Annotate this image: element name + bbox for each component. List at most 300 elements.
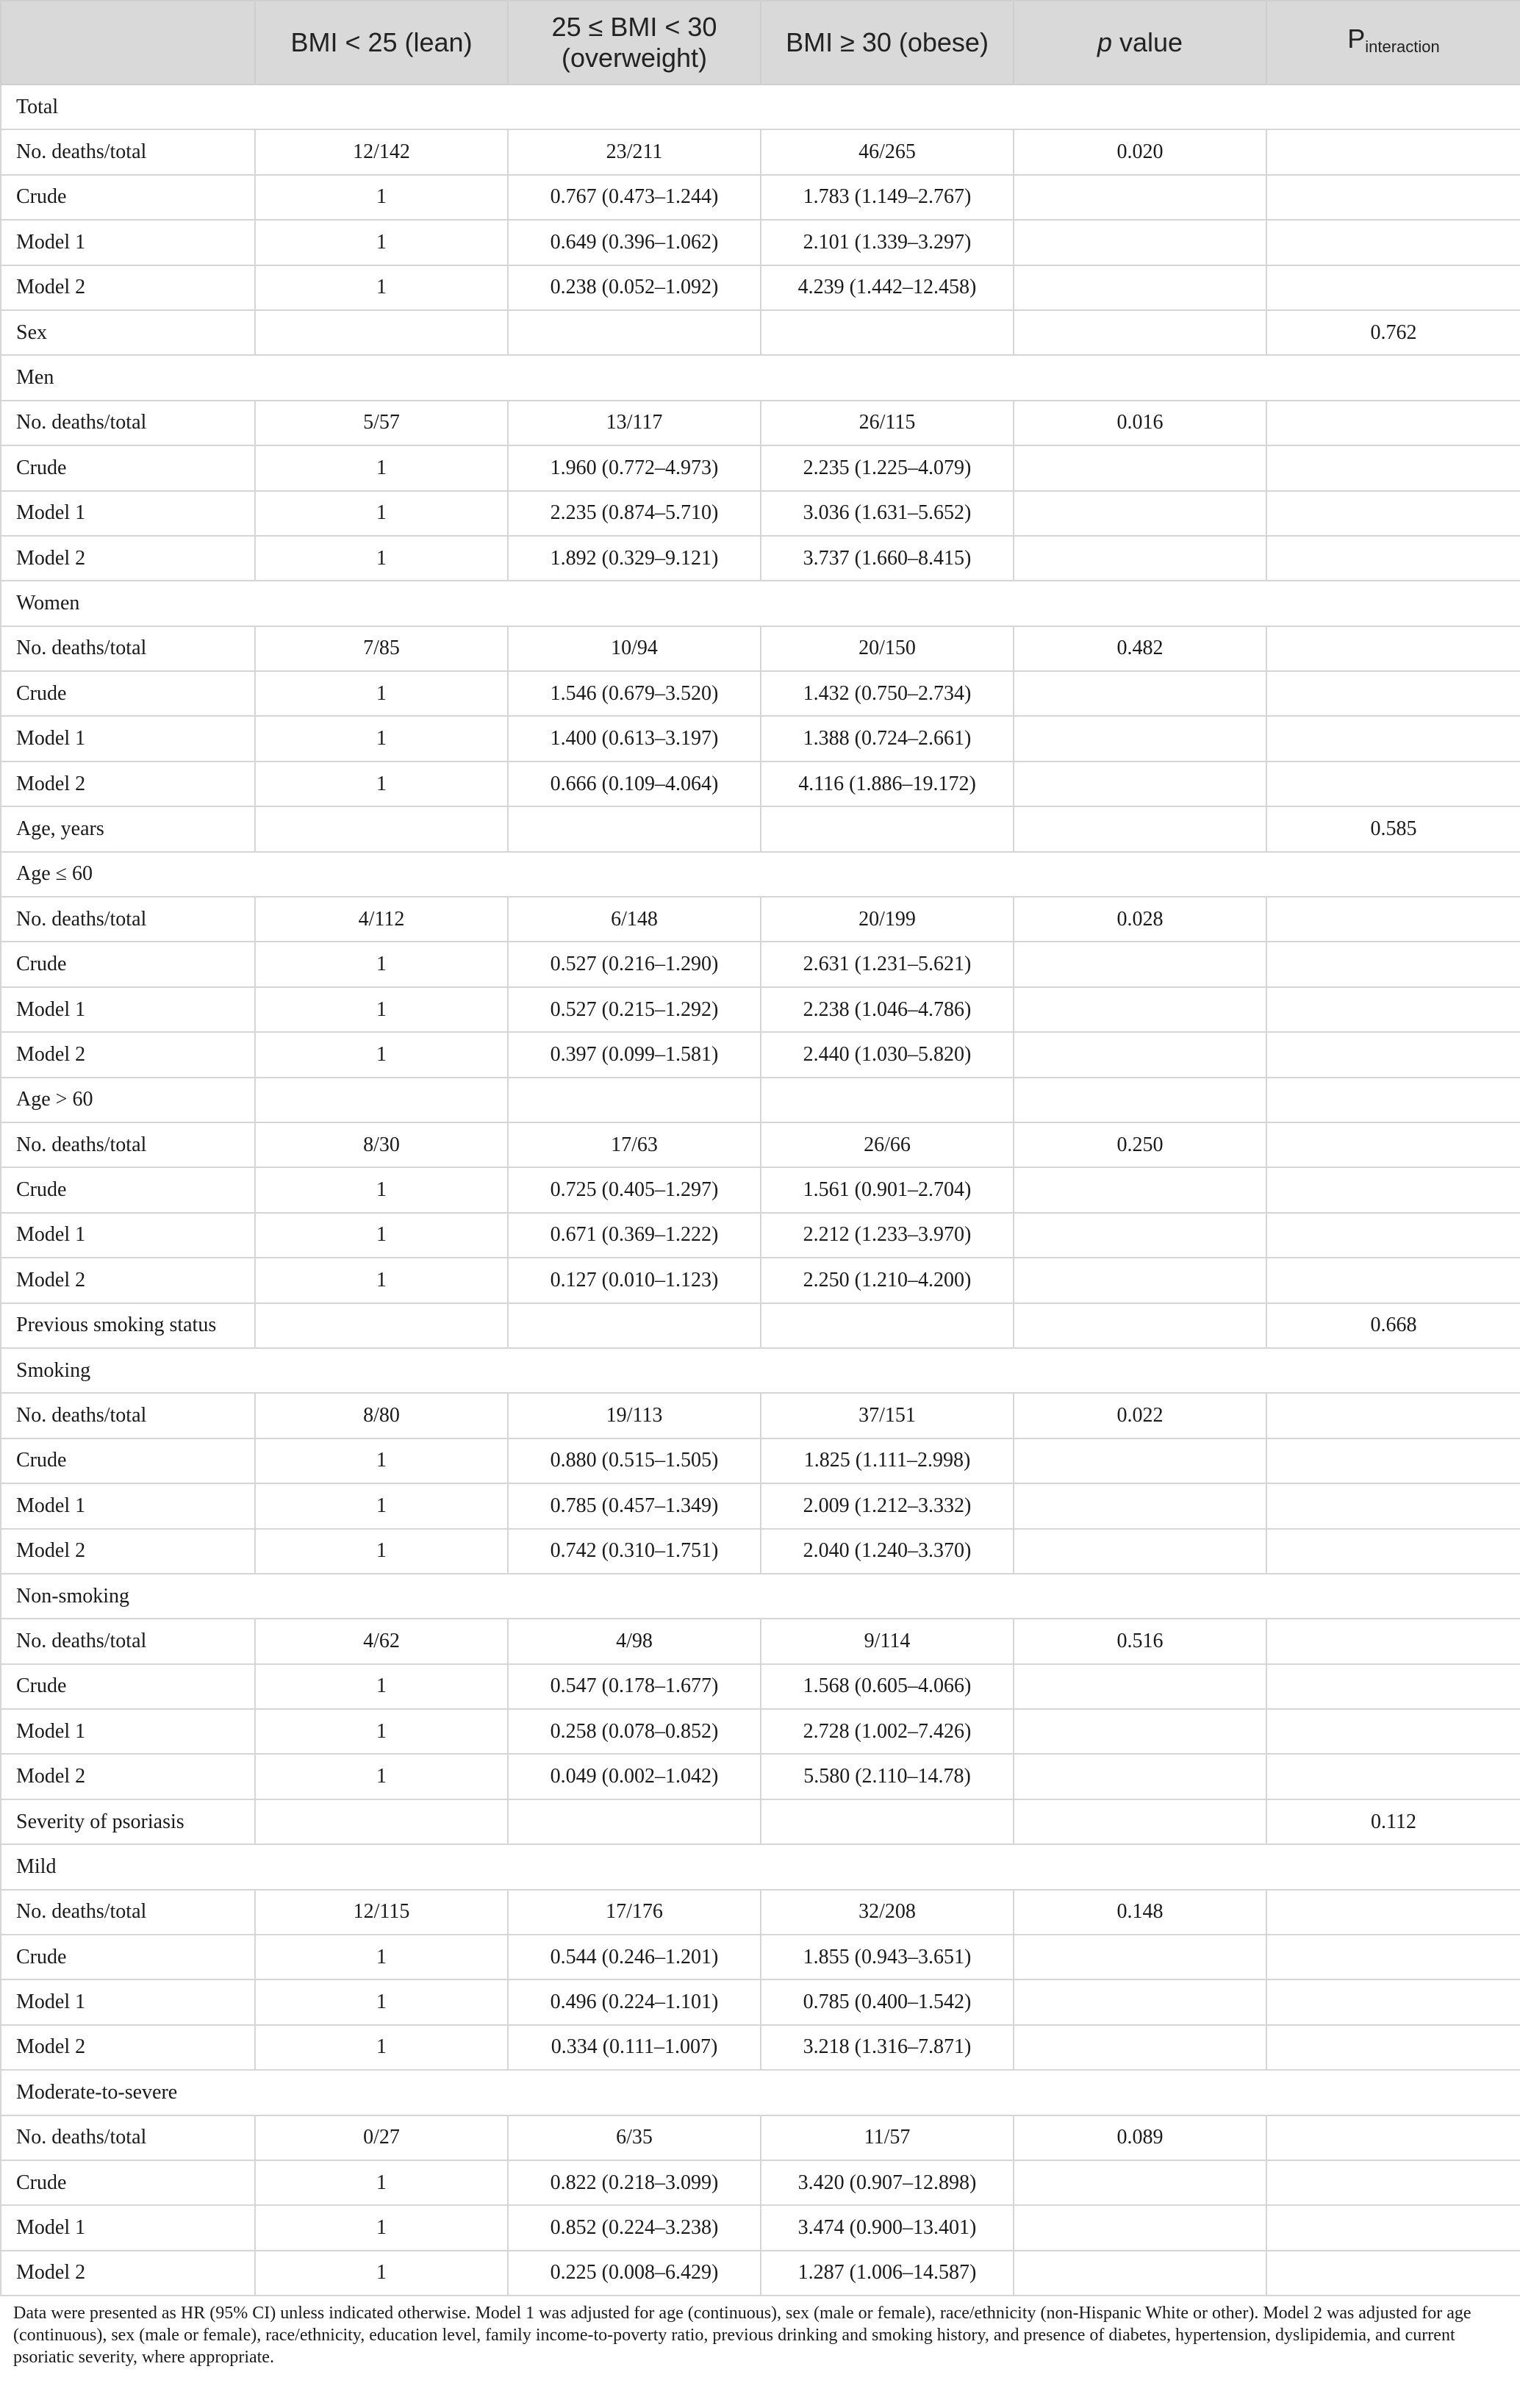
overweight-cell: 0.334 (0.111–1.007) bbox=[508, 2025, 761, 2070]
p-value-cell bbox=[1014, 220, 1266, 265]
p-interaction-cell: 0.112 bbox=[1266, 1799, 1520, 1844]
obese-cell: 3.420 (0.907–12.898) bbox=[761, 2160, 1014, 2205]
section-row bbox=[1, 581, 1520, 626]
p-value-cell bbox=[1014, 942, 1266, 986]
p-value-cell: 0.089 bbox=[1014, 2115, 1266, 2160]
p-value-cell: 0.022 bbox=[1014, 1393, 1266, 1438]
obese-cell bbox=[761, 355, 1014, 400]
table-row bbox=[1, 806, 1520, 851]
overweight-cell bbox=[508, 1574, 761, 1619]
lean-cell bbox=[255, 355, 508, 400]
table-row bbox=[1, 1935, 1520, 1979]
p-interaction-cell bbox=[1266, 1529, 1520, 1574]
overweight-cell: 2.235 (0.874–5.710) bbox=[508, 491, 761, 536]
lean-cell: 8/30 bbox=[255, 1122, 508, 1167]
p-value-cell bbox=[1014, 1167, 1266, 1212]
p-interaction-cell bbox=[1266, 1032, 1520, 1077]
table-row bbox=[1, 445, 1520, 490]
overweight-cell bbox=[508, 2070, 761, 2115]
obese-cell bbox=[761, 1844, 1014, 1889]
overweight-cell bbox=[508, 852, 761, 897]
obese-cell: 3.036 (1.631–5.652) bbox=[761, 491, 1014, 536]
obese-cell: 2.101 (1.339–3.297) bbox=[761, 220, 1014, 265]
lean-cell bbox=[255, 310, 508, 355]
obese-cell: 32/208 bbox=[761, 1890, 1014, 1935]
row-label: Crude bbox=[1, 175, 255, 220]
lean-cell: 1 bbox=[255, 2205, 508, 2250]
row-label: Moderate-to-severe bbox=[1, 2070, 255, 2115]
section-row bbox=[1, 1844, 1520, 1889]
obese-cell: 1.561 (0.901–2.704) bbox=[761, 1167, 1014, 1212]
p-value-cell bbox=[1014, 1664, 1266, 1709]
lean-cell: 1 bbox=[255, 1438, 508, 1483]
row-label: Total bbox=[1, 85, 255, 129]
lean-cell: 1 bbox=[255, 1032, 508, 1077]
p-value-cell bbox=[1014, 1935, 1266, 1979]
obese-cell bbox=[761, 310, 1014, 355]
lean-cell: 8/80 bbox=[255, 1393, 508, 1438]
p-value-cell bbox=[1014, 1213, 1266, 1258]
lean-cell: 1 bbox=[255, 175, 508, 220]
overweight-cell: 23/211 bbox=[508, 129, 761, 174]
lean-cell: 1 bbox=[255, 1664, 508, 1709]
table-row bbox=[1, 491, 1520, 536]
obese-cell bbox=[761, 2070, 1014, 2115]
p-value-cell bbox=[1014, 806, 1266, 851]
lean-cell: 1 bbox=[255, 445, 508, 490]
header-p-value bbox=[1014, 1, 1266, 85]
p-value-cell bbox=[1014, 987, 1266, 1032]
lean-cell bbox=[255, 1574, 508, 1619]
p-interaction-cell bbox=[1266, 2251, 1520, 2296]
obese-cell: 0.785 (0.400–1.542) bbox=[761, 1979, 1014, 2024]
p-interaction-cell bbox=[1266, 1619, 1520, 1663]
p-value-cell bbox=[1014, 85, 1266, 129]
p-interaction-cell bbox=[1266, 716, 1520, 761]
row-label: Age > 60 bbox=[1, 1078, 255, 1122]
overweight-cell bbox=[508, 1303, 761, 1348]
row-label: Model 1 bbox=[1, 220, 255, 265]
p-value-cell bbox=[1014, 1078, 1266, 1122]
p-interaction-cell bbox=[1266, 852, 1520, 897]
row-label: No. deaths/total bbox=[1, 1619, 255, 1663]
overweight-cell: 0.852 (0.224–3.238) bbox=[508, 2205, 761, 2250]
row-label: Model 1 bbox=[1, 987, 255, 1032]
table-row bbox=[1, 1890, 1520, 1935]
overweight-cell: 0.527 (0.216–1.290) bbox=[508, 942, 761, 986]
p-interaction-cell bbox=[1266, 220, 1520, 265]
lean-cell: 1 bbox=[255, 2025, 508, 2070]
p-interaction-cell bbox=[1266, 1258, 1520, 1302]
p-interaction-cell bbox=[1266, 85, 1520, 129]
lean-cell: 1 bbox=[255, 1258, 508, 1302]
p-interaction-cell bbox=[1266, 897, 1520, 942]
overweight-cell: 6/148 bbox=[508, 897, 761, 942]
row-label: Model 2 bbox=[1, 2251, 255, 2296]
p-interaction-cell bbox=[1266, 536, 1520, 581]
table-row bbox=[1, 1122, 1520, 1167]
row-label: Age ≤ 60 bbox=[1, 852, 255, 897]
lean-cell: 12/142 bbox=[255, 129, 508, 174]
overweight-cell: 0.666 (0.109–4.064) bbox=[508, 762, 761, 806]
overweight-cell: 4/98 bbox=[508, 1619, 761, 1663]
lean-cell bbox=[255, 1799, 508, 1844]
p-value-cell: 0.148 bbox=[1014, 1890, 1266, 1935]
row-label: No. deaths/total bbox=[1, 129, 255, 174]
row-label: Model 2 bbox=[1, 1258, 255, 1302]
p-value-cell: 0.516 bbox=[1014, 1619, 1266, 1663]
p-interaction-cell bbox=[1266, 129, 1520, 174]
p-value-cell: 0.016 bbox=[1014, 401, 1266, 445]
overweight-cell bbox=[508, 355, 761, 400]
p-interaction-cell bbox=[1266, 2070, 1520, 2115]
table-body bbox=[1, 85, 1520, 2296]
table-row bbox=[1, 1167, 1520, 1212]
row-label: Model 2 bbox=[1, 265, 255, 310]
row-label: No. deaths/total bbox=[1, 897, 255, 942]
header-row bbox=[1, 1, 1520, 85]
obese-cell: 1.388 (0.724–2.661) bbox=[761, 716, 1014, 761]
table-row bbox=[1, 762, 1520, 806]
p-interaction-cell bbox=[1266, 265, 1520, 310]
obese-cell: 2.250 (1.210–4.200) bbox=[761, 1258, 1014, 1302]
overweight-cell bbox=[508, 310, 761, 355]
table-row bbox=[1, 2205, 1520, 2250]
overweight-cell: 0.397 (0.099–1.581) bbox=[508, 1032, 761, 1077]
p-value-cell bbox=[1014, 175, 1266, 220]
section-row bbox=[1, 85, 1520, 129]
p-value-cell bbox=[1014, 1032, 1266, 1077]
p-interaction-cell bbox=[1266, 1754, 1520, 1799]
obese-cell: 2.040 (1.240–3.370) bbox=[761, 1529, 1014, 1574]
obese-cell: 2.728 (1.002–7.426) bbox=[761, 1709, 1014, 1754]
table-row bbox=[1, 2160, 1520, 2205]
header-interaction-subscript: interaction bbox=[1365, 37, 1440, 56]
table-row bbox=[1, 2115, 1520, 2160]
row-label: Non-smoking bbox=[1, 1574, 255, 1619]
obese-cell: 3.737 (1.660–8.415) bbox=[761, 536, 1014, 581]
table-row bbox=[1, 265, 1520, 310]
overweight-cell: 0.544 (0.246–1.201) bbox=[508, 1935, 761, 1979]
lean-cell: 1 bbox=[255, 220, 508, 265]
p-interaction-cell bbox=[1266, 762, 1520, 806]
p-value-cell bbox=[1014, 491, 1266, 536]
obese-cell: 26/66 bbox=[761, 1122, 1014, 1167]
obese-cell: 4.116 (1.886–19.172) bbox=[761, 762, 1014, 806]
lean-cell: 1 bbox=[255, 1709, 508, 1754]
overweight-cell: 0.822 (0.218–3.099) bbox=[508, 2160, 761, 2205]
overweight-cell: 10/94 bbox=[508, 626, 761, 671]
table-row bbox=[1, 175, 1520, 220]
section-row bbox=[1, 2070, 1520, 2115]
overweight-cell: 6/35 bbox=[508, 2115, 761, 2160]
table-row bbox=[1, 1303, 1520, 1348]
header-P-symbol: P bbox=[1347, 23, 1366, 54]
table-row bbox=[1, 942, 1520, 986]
table-row bbox=[1, 1032, 1520, 1077]
row-label: Model 1 bbox=[1, 491, 255, 536]
p-value-cell: 0.250 bbox=[1014, 1122, 1266, 1167]
obese-cell: 1.568 (0.605–4.066) bbox=[761, 1664, 1014, 1709]
p-interaction-cell: 0.668 bbox=[1266, 1303, 1520, 1348]
p-value-cell bbox=[1014, 1844, 1266, 1889]
obese-cell: 9/114 bbox=[761, 1619, 1014, 1663]
row-label: No. deaths/total bbox=[1, 401, 255, 445]
table-row bbox=[1, 129, 1520, 174]
p-value-cell bbox=[1014, 852, 1266, 897]
row-label: Sex bbox=[1, 310, 255, 355]
p-interaction-cell: 0.762 bbox=[1266, 310, 1520, 355]
p-value-cell bbox=[1014, 1574, 1266, 1619]
row-label: Crude bbox=[1, 1664, 255, 1709]
p-value-cell bbox=[1014, 445, 1266, 490]
lean-cell: 1 bbox=[255, 2160, 508, 2205]
p-interaction-cell: 0.585 bbox=[1266, 806, 1520, 851]
row-label: Model 1 bbox=[1, 716, 255, 761]
overweight-cell: 17/63 bbox=[508, 1122, 761, 1167]
lean-cell bbox=[255, 2070, 508, 2115]
lean-cell: 1 bbox=[255, 942, 508, 986]
p-value-cell bbox=[1014, 310, 1266, 355]
header-empty bbox=[1, 1, 255, 85]
p-interaction-cell bbox=[1266, 1213, 1520, 1258]
row-label: Model 2 bbox=[1, 536, 255, 581]
section-row bbox=[1, 1348, 1520, 1393]
row-label: No. deaths/total bbox=[1, 1122, 255, 1167]
table-footnote: Data were presented as HR (95% CI) unless indicated otherwise. Model 1 was adjusted for age (continuous), sex (male or female), race/ethnicity (non-Hispanic White or other). Model 2 was adjusted for age (continuous), sex (male or female), race/ethnicity, education level, family income-to-poverty ratio, previous drinking and smoking history, and presence of diabetes, hypertension, dyslipidemia, and current psoriatic severity, where appropriate. bbox=[13, 2304, 1471, 2368]
p-interaction-cell bbox=[1266, 355, 1520, 400]
p-value-cell bbox=[1014, 1799, 1266, 1844]
table-row bbox=[1, 1754, 1520, 1799]
overweight-cell: 0.725 (0.405–1.297) bbox=[508, 1167, 761, 1212]
p-interaction-cell bbox=[1266, 2025, 1520, 2070]
overweight-cell: 1.546 (0.679–3.520) bbox=[508, 671, 761, 716]
obese-cell: 3.218 (1.316–7.871) bbox=[761, 2025, 1014, 2070]
p-value-cell bbox=[1014, 1258, 1266, 1302]
lean-cell bbox=[255, 1348, 508, 1393]
overweight-cell bbox=[508, 581, 761, 626]
obese-cell: 2.631 (1.231–5.621) bbox=[761, 942, 1014, 986]
p-value-cell bbox=[1014, 762, 1266, 806]
table-row bbox=[1, 626, 1520, 671]
overweight-cell: 1.892 (0.329–9.121) bbox=[508, 536, 761, 581]
lean-cell: 1 bbox=[255, 1754, 508, 1799]
table-row bbox=[1, 1979, 1520, 2024]
obese-cell: 37/151 bbox=[761, 1393, 1014, 1438]
p-interaction-cell bbox=[1266, 1709, 1520, 1754]
obese-cell: 1.855 (0.943–3.651) bbox=[761, 1935, 1014, 1979]
obese-cell: 4.239 (1.442–12.458) bbox=[761, 265, 1014, 310]
obese-cell bbox=[761, 1303, 1014, 1348]
lean-cell: 1 bbox=[255, 536, 508, 581]
obese-cell bbox=[761, 581, 1014, 626]
p-interaction-cell bbox=[1266, 1664, 1520, 1709]
lean-cell: 5/57 bbox=[255, 401, 508, 445]
lean-cell bbox=[255, 1844, 508, 1889]
p-interaction-cell bbox=[1266, 1574, 1520, 1619]
table-row bbox=[1, 2251, 1520, 2296]
overweight-cell bbox=[508, 1844, 761, 1889]
table-row bbox=[1, 220, 1520, 265]
p-value-cell bbox=[1014, 671, 1266, 716]
row-label: Model 1 bbox=[1, 2205, 255, 2250]
obese-cell: 2.235 (1.225–4.079) bbox=[761, 445, 1014, 490]
obese-cell: 5.580 (2.110–14.78) bbox=[761, 1754, 1014, 1799]
table-header bbox=[1, 1, 1520, 85]
p-interaction-cell bbox=[1266, 1167, 1520, 1212]
p-value-cell bbox=[1014, 1438, 1266, 1483]
obese-cell: 20/199 bbox=[761, 897, 1014, 942]
p-interaction-cell bbox=[1266, 401, 1520, 445]
table-row bbox=[1, 310, 1520, 355]
obese-cell: 1.825 (1.111–2.998) bbox=[761, 1438, 1014, 1483]
overweight-cell: 0.049 (0.002–1.042) bbox=[508, 1754, 761, 1799]
p-value-cell bbox=[1014, 1754, 1266, 1799]
obese-cell bbox=[761, 852, 1014, 897]
p-value-cell: 0.020 bbox=[1014, 129, 1266, 174]
obese-cell bbox=[761, 1078, 1014, 1122]
p-interaction-cell bbox=[1266, 942, 1520, 986]
p-interaction-cell bbox=[1266, 1393, 1520, 1438]
p-interaction-cell bbox=[1266, 1078, 1520, 1122]
header-lean: BMI < 25 (lean) bbox=[255, 1, 508, 85]
table-row bbox=[1, 536, 1520, 581]
row-label: No. deaths/total bbox=[1, 2115, 255, 2160]
overweight-cell: 0.547 (0.178–1.677) bbox=[508, 1664, 761, 1709]
row-label: Crude bbox=[1, 1167, 255, 1212]
overweight-cell: 0.496 (0.224–1.101) bbox=[508, 1979, 761, 2024]
p-interaction-cell bbox=[1266, 2115, 1520, 2160]
p-interaction-cell bbox=[1266, 445, 1520, 490]
section-row bbox=[1, 1574, 1520, 1619]
overweight-cell: 0.258 (0.078–0.852) bbox=[508, 1709, 761, 1754]
header-overweight: 25 ≤ BMI < 30 (overweight) bbox=[508, 1, 761, 85]
p-interaction-cell bbox=[1266, 1979, 1520, 2024]
p-interaction-cell bbox=[1266, 1890, 1520, 1935]
p-interaction-cell bbox=[1266, 671, 1520, 716]
row-label: Crude bbox=[1, 445, 255, 490]
table-row bbox=[1, 716, 1520, 761]
table-row bbox=[1, 1258, 1520, 1302]
lean-cell bbox=[255, 85, 508, 129]
p-value-cell bbox=[1014, 581, 1266, 626]
section-row bbox=[1, 355, 1520, 400]
overweight-cell: 0.767 (0.473–1.244) bbox=[508, 175, 761, 220]
p-value-cell bbox=[1014, 2205, 1266, 2250]
lean-cell: 4/62 bbox=[255, 1619, 508, 1663]
overweight-cell: 1.400 (0.613–3.197) bbox=[508, 716, 761, 761]
table-row bbox=[1, 1078, 1520, 1122]
row-label: Model 2 bbox=[1, 762, 255, 806]
obese-cell: 2.009 (1.212–3.332) bbox=[761, 1483, 1014, 1528]
header-p-value-label: value bbox=[1119, 27, 1183, 57]
p-interaction-cell bbox=[1266, 626, 1520, 671]
table-row bbox=[1, 1664, 1520, 1709]
overweight-cell: 1.960 (0.772–4.973) bbox=[508, 445, 761, 490]
lean-cell: 1 bbox=[255, 1529, 508, 1574]
row-label: No. deaths/total bbox=[1, 626, 255, 671]
lean-cell: 1 bbox=[255, 1167, 508, 1212]
row-label: Men bbox=[1, 355, 255, 400]
p-interaction-cell bbox=[1266, 175, 1520, 220]
p-value-cell bbox=[1014, 2070, 1266, 2115]
p-interaction-cell bbox=[1266, 2205, 1520, 2250]
row-label: Model 1 bbox=[1, 1483, 255, 1528]
row-label: Model 2 bbox=[1, 2025, 255, 2070]
p-value-cell bbox=[1014, 1348, 1266, 1393]
row-label: Mild bbox=[1, 1844, 255, 1889]
table-row bbox=[1, 671, 1520, 716]
row-label: No. deaths/total bbox=[1, 1890, 255, 1935]
obese-cell: 2.440 (1.030–5.820) bbox=[761, 1032, 1014, 1077]
lean-cell: 1 bbox=[255, 2251, 508, 2296]
row-label: Smoking bbox=[1, 1348, 255, 1393]
table-row bbox=[1, 1799, 1520, 1844]
row-label: Crude bbox=[1, 942, 255, 986]
lean-cell: 7/85 bbox=[255, 626, 508, 671]
p-value-cell bbox=[1014, 2025, 1266, 2070]
p-value-cell bbox=[1014, 355, 1266, 400]
lean-cell bbox=[255, 1303, 508, 1348]
p-value-cell bbox=[1014, 716, 1266, 761]
lean-cell: 1 bbox=[255, 265, 508, 310]
obese-cell: 1.287 (1.006–14.587) bbox=[761, 2251, 1014, 2296]
obese-cell: 1.432 (0.750–2.734) bbox=[761, 671, 1014, 716]
lean-cell bbox=[255, 806, 508, 851]
obese-cell bbox=[761, 85, 1014, 129]
table-row bbox=[1, 1529, 1520, 1574]
obese-cell: 2.238 (1.046–4.786) bbox=[761, 987, 1014, 1032]
overweight-cell: 0.880 (0.515–1.505) bbox=[508, 1438, 761, 1483]
p-interaction-cell bbox=[1266, 1844, 1520, 1889]
row-label: Severity of psoriasis bbox=[1, 1799, 255, 1844]
obese-cell bbox=[761, 1799, 1014, 1844]
row-label: No. deaths/total bbox=[1, 1393, 255, 1438]
row-label: Age, years bbox=[1, 806, 255, 851]
row-label: Crude bbox=[1, 1935, 255, 1979]
p-value-cell bbox=[1014, 1709, 1266, 1754]
lean-cell: 1 bbox=[255, 1979, 508, 2024]
overweight-cell: 13/117 bbox=[508, 401, 761, 445]
p-interaction-cell bbox=[1266, 1935, 1520, 1979]
overweight-cell: 19/113 bbox=[508, 1393, 761, 1438]
p-interaction-cell bbox=[1266, 581, 1520, 626]
obese-cell: 2.212 (1.233–3.970) bbox=[761, 1213, 1014, 1258]
row-label: Model 2 bbox=[1, 1529, 255, 1574]
obese-cell: 11/57 bbox=[761, 2115, 1014, 2160]
overweight-cell bbox=[508, 1078, 761, 1122]
lean-cell: 1 bbox=[255, 1483, 508, 1528]
overweight-cell bbox=[508, 1348, 761, 1393]
p-value-cell: 0.482 bbox=[1014, 626, 1266, 671]
table-row bbox=[1, 1483, 1520, 1528]
table-row bbox=[1, 401, 1520, 445]
lean-cell: 1 bbox=[255, 671, 508, 716]
overweight-cell: 0.527 (0.215–1.292) bbox=[508, 987, 761, 1032]
lean-cell: 1 bbox=[255, 716, 508, 761]
lean-cell bbox=[255, 581, 508, 626]
section-row bbox=[1, 852, 1520, 897]
lean-cell: 12/115 bbox=[255, 1890, 508, 1935]
lean-cell: 1 bbox=[255, 987, 508, 1032]
p-value-cell bbox=[1014, 536, 1266, 581]
overweight-cell bbox=[508, 1799, 761, 1844]
overweight-cell: 0.238 (0.052–1.092) bbox=[508, 265, 761, 310]
p-interaction-cell bbox=[1266, 1483, 1520, 1528]
header-obese: BMI ≥ 30 (obese) bbox=[761, 1, 1014, 85]
row-label: Crude bbox=[1, 671, 255, 716]
lean-cell: 4/112 bbox=[255, 897, 508, 942]
